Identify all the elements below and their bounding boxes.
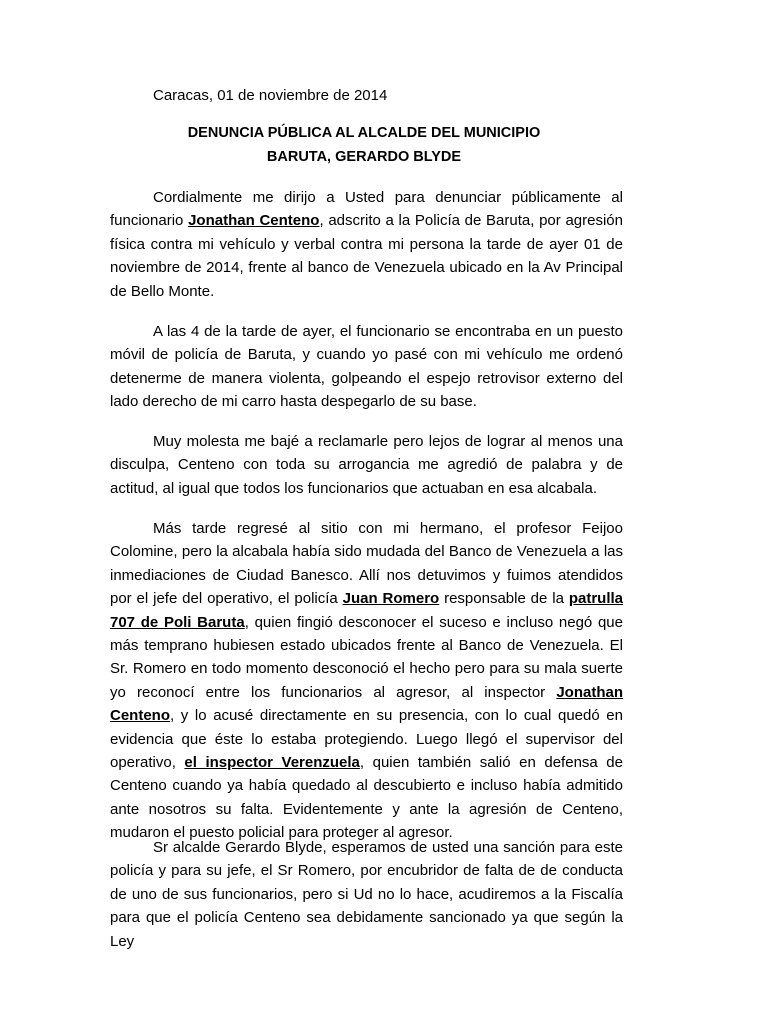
paragraph-1-text-a: Cordialmente me dirijo a Usted para denunciar públicamente al funcionario (110, 189, 623, 230)
paragraph-4-text-b: responsable de la (439, 590, 569, 608)
letter-date: Caracas, 01 de noviembre de 2014 (153, 87, 388, 104)
highlight-patrulla-707: patrulla 707 de Poli Baruta (110, 590, 623, 631)
letter-title (0, 122, 768, 169)
highlight-jonathan-centeno: Jonathan Centeno (188, 212, 320, 230)
paragraph-4-text-a: Más tarde regresé al sitio con mi hermano, el profesor Feijoo Colomine, pero la alcabala había sido mudada del Banco de Venezuela a las inmediaciones de Ciudad Banesco. Allí nos detuvimos y fuimos atendidos por el jefe del operativo, el policía (110, 520, 623, 608)
highlight-jonathan-centeno-2: Jonathan Centeno (110, 683, 623, 725)
highlight-juan-romero: Juan Romero (342, 590, 440, 608)
paragraph-3: Muy molesta me bajé a reclamarle pero lejos de lograr al menos una disculpa, Centeno con toda su arrogancia me agredió de palabra y de actitud, al igual que todos los funcionarios que actuaban en esa alcabala. (110, 433, 623, 497)
paragraph-4 (110, 517, 623, 845)
paragraph-4-text-c: , quien fingió desconocer el suceso e incluso negó que más temprano hubiesen estado ubicados frente al Banco de Venezuela. El Sr. Romero en todo momento desconoció el hecho pero para su mala suerte yo reconocí entre los funcionarios al agresor, al inspector (110, 613, 623, 701)
title-line-1: DENUNCIA PÚBLICA AL ALCALDE DEL MUNICIPIO (187, 125, 541, 141)
title-line-2: BARUTA, GERARDO BLYDE (266, 148, 462, 165)
paragraph-4-text-d: , y lo acusé directamente en su presencia, con lo cual quedó en evidencia que éste lo estaba protegiendo. Luego llegó el supervisor del operativo, (110, 707, 623, 772)
paragraph-1-text-b: , adscrito a la Policía de Baruta, por agresión física contra mi vehículo y verbal contra mi persona la tarde de ayer 01 de noviembre de 2014, frente al banco de Venezuela ubicado en la Av Principal de Bello Monte. (110, 212, 623, 300)
paragraph-5: Sr alcalde Gerardo Blyde, esperamos de usted una sanción para este policía y para su jefe, el Sr Romero, por encubridor de falta de de conducta de uno de sus funcionarios, pero si Ud no lo hace, acudiremos a la Fiscalía para que el policía Centeno sea debidamente sancionado ya que según la Ley (110, 839, 623, 950)
paragraph-4-text-e: , quien también salió en defensa de Centeno cuando ya había quedado al descubierto e incluso había admitido ante nosotros su falta. Evidentemente y ante la agresión de Centeno, mudaron el puesto policial para proteger al agresor. (110, 754, 623, 842)
paragraph-2: A las 4 de la tarde de ayer, el funcionario se encontraba en un puesto móvil de policía de Baruta, y cuando yo pasé con mi vehículo me ordenó detenerme de manera violenta, golpeando el espejo retrovisor externo del lado derecho de mi carro hasta despegarlo de su base. (110, 323, 623, 411)
paragraph-1 (110, 186, 623, 303)
highlight-inspector-verenzuela: el inspector Verenzuela (184, 754, 360, 772)
